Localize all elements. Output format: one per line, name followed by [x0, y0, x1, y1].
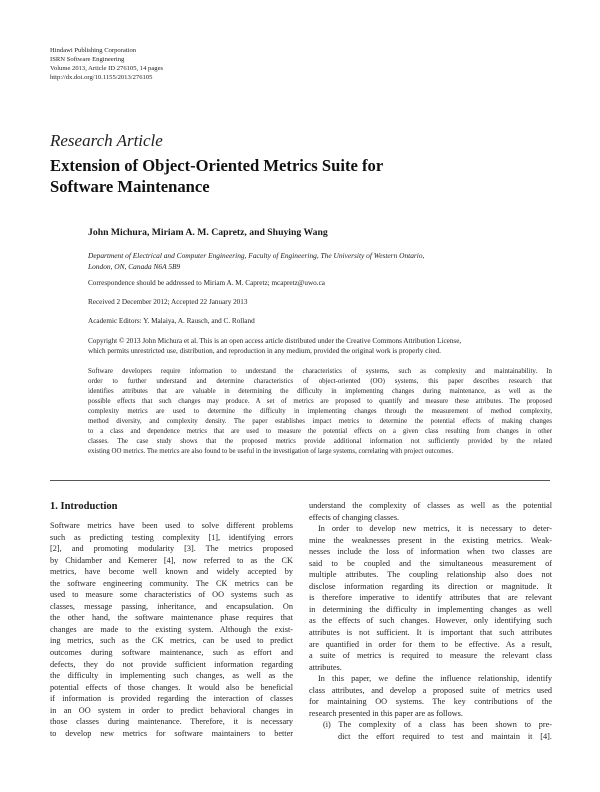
body-line: are quantified in order for them to be effective. As a result,: [309, 639, 552, 649]
abstract-line: existing OO metrics. The metrics are also found to be useful in the investigation of large systems, correlating with project outcomes.: [88, 447, 454, 455]
section-divider: [50, 480, 550, 481]
body-line: effects of changing classes.: [309, 512, 400, 522]
section-heading: 1. Introduction: [50, 501, 118, 512]
volume-info: Volume 2013, Article ID 276105, 14 pages: [50, 64, 164, 72]
body-line: in determining the difficulty in implementing changes as well: [309, 604, 552, 614]
body-line: In order to develop new metrics, it is necessary to deter-: [318, 524, 552, 534]
affiliation-line: London, ON, Canada N6A 5B9: [88, 261, 181, 271]
body-line: metrics, have become well known and widely accepted by: [50, 567, 293, 577]
journal-header: [50, 47, 163, 83]
body-line: attributes is not sufficient. It is important that such attributes: [309, 628, 552, 638]
list-item-line: (i) The complexity of a class has been shown to pre-: [323, 720, 552, 730]
body-line: understand the complexity of classes as well as the potential: [309, 501, 552, 510]
copyright-line: which permits unrestricted use, distribution, and reproduction in any medium, provided the original work is properly cited.: [88, 347, 441, 356]
title-line: Extension of Object-Oriented Metrics Suite for: [50, 156, 384, 175]
body-line: such as predicting testing complexity [1], identifying errors: [50, 532, 293, 542]
copyright-line: Copyright © 2013 John Michura et al. This is an open access article distributed under the Creative Commons Attribution License,: [88, 337, 462, 345]
body-line: a suite of metrics is required to measure the relevant class: [309, 651, 552, 661]
abstract-line: identifies attributes that are valuable in determining the difficulty in implementing changes during maintenance, as well as the: [88, 387, 552, 395]
doi-link[interactable]: http://dx.doi.org/10.1155/2013/276105: [50, 73, 153, 81]
body-line: mine the weaknesses present in the existing metrics. Weak-: [309, 535, 552, 545]
copyright-notice: [88, 336, 552, 356]
abstract-line: Software developers require information to understand the characteristics of systems, such as complexity and maintainability. In: [88, 368, 552, 375]
affiliation-line: Department of Electrical and Computer Engineering, Faculty of Engineering, The University of Western Ontario,: [88, 251, 425, 260]
body-line: by Chidamber and Kemerer [4], now referred to as the CK: [50, 555, 293, 565]
body-line: in an OO system in order to predict behavioral changes in: [50, 705, 293, 715]
body-line: changes are made to the existing system. Although the exist-: [50, 624, 293, 634]
paper-title: [50, 155, 480, 197]
affiliation: [88, 251, 558, 272]
article-type: Research Article: [50, 131, 163, 150]
right-column: [309, 500, 552, 742]
abstract-line: order to further understand and determine characteristics of object-oriented (OO) systems, this paper describes research that: [88, 377, 552, 385]
title-line: Software Maintenance: [50, 177, 210, 196]
body-line: In this paper, we define the influence relationship, identify: [318, 674, 552, 684]
body-line: outcomes during software maintenance, such as effort and: [50, 648, 293, 658]
body-line: those classes during maintenance. Therefore, it is necessary: [50, 717, 293, 727]
journal-name: ISRN Software Engineering: [50, 55, 125, 63]
body-line: ing metrics, such as the CK metrics, can be used to predict: [50, 636, 293, 646]
body-line: potential effects of those changes. It would also be beneficial: [50, 682, 293, 692]
body-line: attributes.: [309, 662, 342, 672]
body-line: research presented in this paper are as follows.: [309, 708, 463, 718]
abstract-line: method diversity, and complexity density. The paper establishes impact metrics to determine the potential effects of making changes: [88, 417, 552, 425]
academic-editors: Academic Editors: Y. Malaiya, A. Rausch, and C. Rolland: [88, 317, 255, 325]
body-line: said to be coupled and the simultaneous measurement of: [309, 558, 552, 568]
body-line: class attributes, and develop a proposed suite of metrics used: [309, 685, 552, 695]
abstract-line: possible effects that such changes may produce. A set of metrics are proposed to quantify and measure these attributes. The proposed: [88, 397, 552, 405]
body-line: disclose information regarding its direction or magnitude. It: [309, 581, 552, 591]
body-line: the software engineering community. The CK metrics can be: [50, 578, 293, 588]
abstract-line: complexity metrics are used to determine the difficulty in implementing changes through the measurement of method complexity,: [88, 407, 552, 415]
publisher-name: Hindawi Publishing Corporation: [50, 47, 137, 54]
body-line: if information is provided regarding the interaction of classes: [50, 694, 293, 704]
body-line: defects, they do not provide sufficient information regarding: [50, 659, 293, 669]
body-line: classes, message passing, inheritance, and encapsulation. On: [50, 601, 293, 611]
list-item-line: dict the effort required to test and maintain it [4].: [338, 731, 552, 741]
body-line: used to measure some characteristics of OO systems such as: [50, 590, 293, 600]
abstract-line: to a class and dependence metrics that are used to measure the potential effects on a given class resulting from changes in other: [88, 427, 552, 435]
body-line: nesses include the loss of information when two classes are: [309, 547, 552, 557]
abstract: [88, 367, 552, 457]
body-line: to develop new metrics for software maintainers to better: [50, 728, 293, 738]
received-dates: Received 2 December 2012; Accepted 22 January 2013: [88, 298, 248, 306]
abstract-line: classes. The case study shows that the proposed metrics provide additional information not sufficiently provided by the related: [88, 437, 552, 445]
body-line: the other hand, the software maintenance phase requires that: [50, 613, 293, 623]
body-line: as the effects of such changes. However, only identifying such: [309, 616, 552, 626]
author-list: John Michura, Miriam A. M. Capretz, and Shuying Wang: [88, 227, 328, 238]
body-line: the difficulty in implementing such changes, as well as the: [50, 671, 293, 681]
body-line: for maintaining OO systems. The key contributions of the: [309, 697, 552, 707]
body-line: [2], and promoting modularity [3]. The metrics proposed: [50, 544, 293, 554]
correspondence: Correspondence should be addressed to Miriam A. M. Capretz; mcapretz@uwo.ca: [88, 279, 325, 287]
body-line: Software metrics have been used to solve different problems: [50, 521, 293, 530]
body-line: is therefore imperative to identify attributes that are relevant: [309, 593, 552, 603]
left-column: [50, 520, 293, 739]
body-line: multiple attributes. The coupling relationship also does not: [309, 570, 552, 580]
